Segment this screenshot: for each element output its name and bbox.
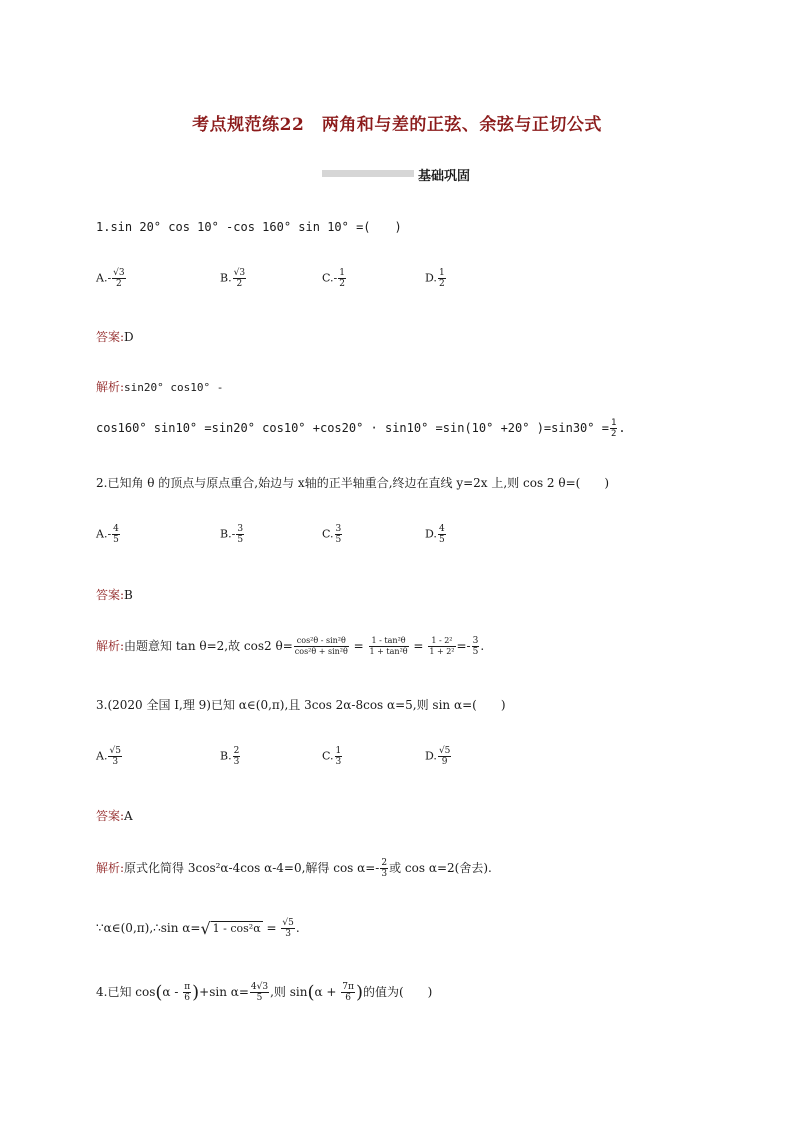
q1-answer: 答案:D	[96, 330, 134, 344]
q2-option-c[interactable]: C. $\frac{3}{5}$	[322, 524, 342, 545]
q2-option-b[interactable]: B.- $\frac{3}{5}$	[220, 524, 244, 545]
q3-analysis-line2: ∵α∈(0,π),∴sin α=√ 1 - cos²α = $\frac{√5}{3}$ .	[96, 918, 300, 939]
q1-analysis-line1: 解析:sin20° cos10° -	[96, 380, 224, 394]
q1-option-b[interactable]: B. $\frac{√3}{2}$	[220, 268, 246, 289]
question-4-stem: 4.已知 cos(α - $\frac{\pi}{6}$ )+sin α= $\frac{4√3}{5}$ ,则 sin(α + $\frac{7\pi}{6}$ )的值为( )	[96, 982, 433, 1003]
q3-option-c[interactable]: C. $\frac{1}{3}$	[322, 746, 342, 767]
q2-analysis: 解析:由题意知 tan θ=2,故 cos2 θ= $\frac{\text{cos²θ - sin²θ}}{\text{cos²θ + sin²θ}}$ = $\frac{\text{1 - tan²θ}}{\text{1 + tan²θ}}$ = $\frac{\text{1 - 2²}}{\text{1 + 2²}}$ =- $\frac{3}{5}$ .	[96, 636, 485, 657]
q1-option-a[interactable]: A.- $\frac{√3}{2}$	[96, 268, 125, 289]
section-heading: 基础巩固	[418, 169, 471, 184]
q3-option-b[interactable]: B. $\frac{2}{3}$	[220, 746, 240, 767]
q2-option-a[interactable]: A.- $\frac{4}{5}$	[96, 524, 119, 545]
q3-analysis-line1: 解析:原式化简得 3cos²α-4cos α-4=0,解得 cos α=- $\frac{2}{3}$ 或 cos α=2(舍去).	[96, 858, 492, 879]
q2-option-d[interactable]: D. $\frac{4}{5}$	[425, 524, 445, 545]
question-2-stem: 2.已知角 θ 的顶点与原点重合,始边与 x轴的正半轴重合,终边在直线 y=2x 上,则 cos 2 θ=( )	[96, 476, 610, 490]
q3-option-a[interactable]: A. $\frac{√5}{3}$	[96, 746, 121, 767]
section-divider	[322, 170, 414, 177]
question-3-stem: 3.(2020 全国 Ⅰ,理 9)已知 α∈(0,π),且 3cos 2α-8cos α=5,则 sin α=( )	[96, 698, 506, 712]
q2-answer: 答案:B	[96, 588, 133, 602]
q1-option-c[interactable]: C.- $\frac{1}{2}$	[322, 268, 345, 289]
q1-analysis-line2: cos160° sin10° =sin20° cos10° +cos20° · sin10° =sin(10° +20° )=sin30° = $\frac{1}{2}$ .	[96, 418, 626, 439]
q1-option-d[interactable]: D. $\frac{1}{2}$	[425, 268, 445, 289]
q3-option-d[interactable]: D. $\frac{√5}{9}$	[425, 746, 451, 767]
question-1-stem: 1.sin 20° cos 10° -cos 160° sin 10° =( )	[96, 220, 402, 234]
q3-answer: 答案:A	[96, 809, 133, 823]
page-title: 考点规范练22 两角和与差的正弦、余弦与正切公式	[192, 115, 602, 135]
